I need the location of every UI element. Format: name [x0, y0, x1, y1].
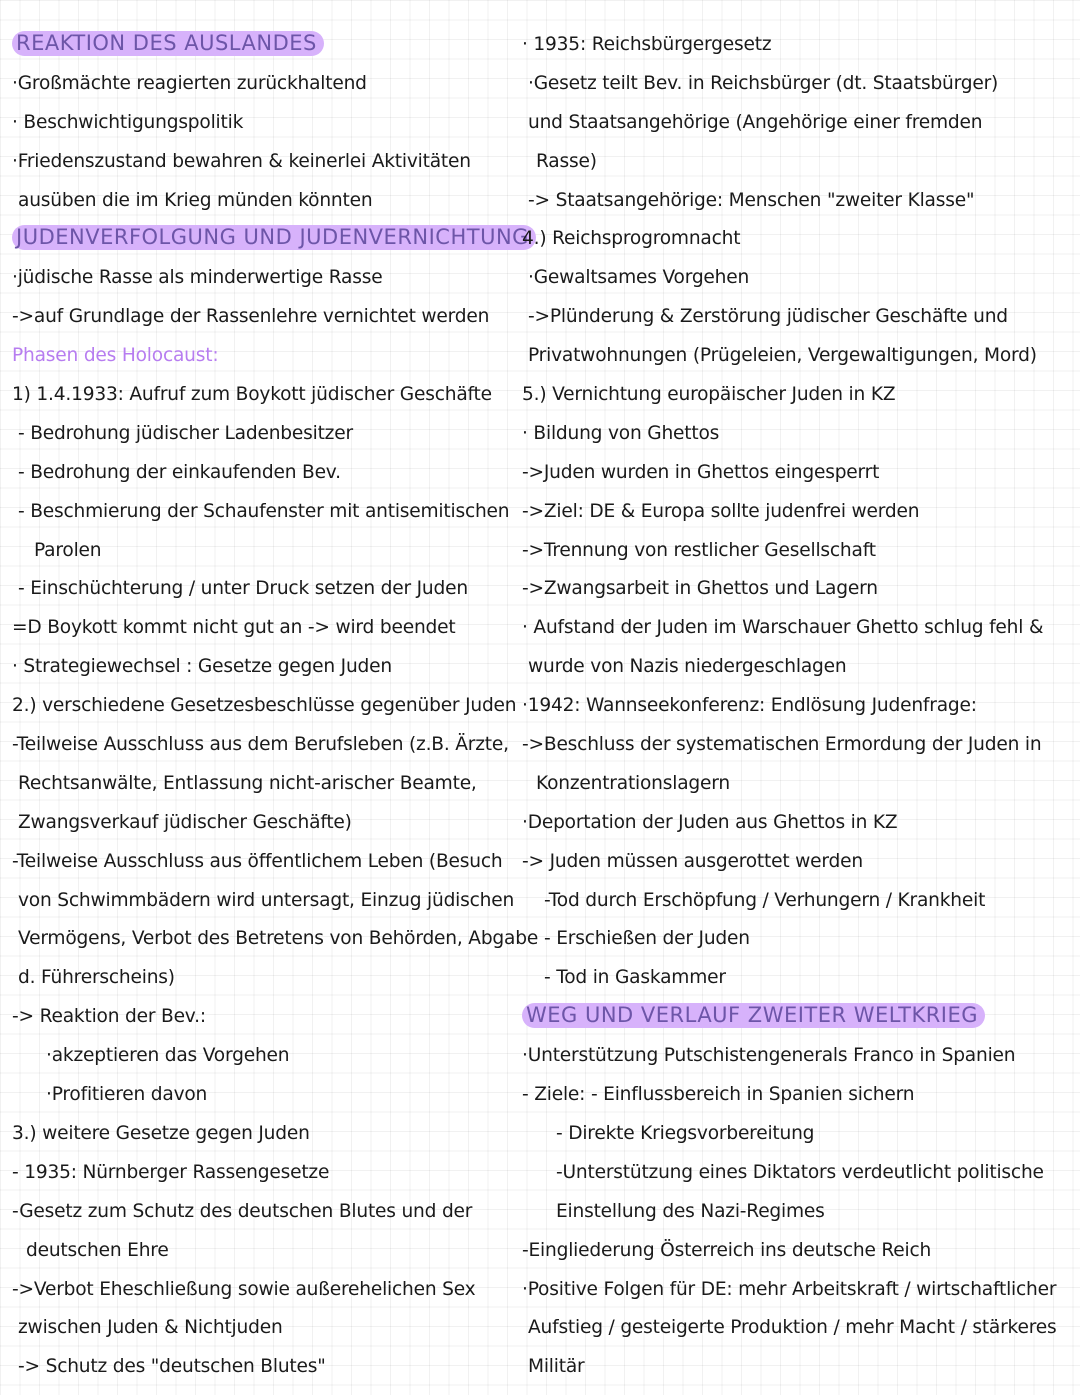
note-line	[522, 843, 1074, 882]
note-text: d. Führerscheins)	[18, 967, 175, 989]
note-text: -Gesetz zum Schutz des deutschen Blutes und der	[12, 1200, 473, 1222]
section-heading-text: REAKTION DES AUSLANDES	[12, 31, 324, 56]
note-text: ausüben die im Krieg münden könnten	[18, 189, 373, 211]
note-text: ->Zwangsarbeit in Ghettos und Lagern	[522, 578, 878, 600]
note-line	[522, 337, 1074, 376]
note-line	[522, 143, 1074, 182]
subheading-text: Phasen des Holocaust:	[12, 345, 219, 367]
note-line	[522, 1232, 1074, 1271]
note-text: ->Trennung von restlicher Gesellschaft	[522, 539, 876, 561]
note-line	[12, 843, 524, 882]
note-line	[12, 1154, 524, 1193]
note-line	[12, 1232, 524, 1271]
note-line	[12, 765, 524, 804]
note-text: - Tod in Gaskammer	[544, 967, 726, 989]
note-line	[12, 1037, 524, 1076]
note-line	[522, 182, 1074, 221]
note-text: -Teilweise Ausschluss aus öffentlichem Leben (Besuch	[12, 850, 503, 872]
note-text: ·Unterstützung Putschistengenerals Franco in Spanien	[522, 1045, 1016, 1067]
note-line	[12, 1076, 524, 1115]
note-line	[12, 1193, 524, 1232]
note-text: ·Gewaltsames Vorgehen	[528, 267, 750, 289]
note-text: deutschen Ehre	[26, 1239, 169, 1261]
note-text: ·jüdische Rasse als minderwertige Rasse	[12, 267, 383, 289]
note-text: -Tod durch Erschöpfung / Verhungern / Krankheit	[544, 889, 986, 911]
note-line	[522, 882, 1074, 921]
left-notes-column	[12, 26, 539, 1387]
note-line	[522, 1309, 1074, 1348]
note-text: -> Reaktion der Bev.:	[12, 1006, 206, 1028]
note-text: · 1935: Reichsbürgergesetz	[522, 34, 772, 55]
section-heading	[12, 26, 524, 65]
note-line	[522, 26, 1074, 65]
note-line	[522, 1193, 1074, 1232]
note-line	[522, 220, 1074, 259]
note-line	[522, 259, 1074, 298]
note-line	[522, 493, 1074, 532]
note-text: ->Juden wurden in Ghettos eingesperrt	[522, 461, 880, 483]
note-line	[522, 104, 1074, 143]
note-line	[522, 376, 1074, 415]
note-text: - Bedrohung jüdischer Ladenbesitzer	[18, 422, 353, 444]
note-line	[12, 65, 524, 104]
note-text: -Unterstützung eines Diktators verdeutlicht politische	[556, 1161, 1044, 1183]
note-text: ·1942: Wannseekonferenz: Endlösung Judenfrage:	[522, 695, 977, 717]
note-text: Aufstieg / gesteigerte Produktion / mehr Macht / stärkeres	[528, 1317, 1057, 1339]
note-line	[522, 726, 1074, 765]
note-line	[522, 1154, 1074, 1193]
note-line	[12, 687, 524, 726]
section-heading-text: WEG UND VERLAUF ZWEITER WELTKRIEG	[522, 1003, 985, 1028]
note-line	[522, 804, 1074, 843]
note-line	[522, 415, 1074, 454]
note-line	[12, 298, 524, 337]
note-text: ·Profitieren davon	[46, 1084, 208, 1106]
note-text: zwischen Juden & Nichtjuden	[18, 1317, 283, 1339]
note-line	[12, 920, 539, 959]
note-line	[522, 648, 1074, 687]
note-text: ·Großmächte reagierten zurückhaltend	[12, 72, 367, 94]
note-text: =D Boykott kommt nicht gut an -> wird beendet	[12, 617, 456, 639]
note-text: ·akzeptieren das Vorgehen	[46, 1045, 290, 1067]
note-text: -Teilweise Ausschluss aus dem Berufsleben (z.B. Ärzte,	[12, 734, 509, 756]
note-text: -> Juden müssen ausgerottet werden	[522, 850, 863, 872]
note-line	[522, 65, 1074, 104]
note-line	[12, 882, 524, 921]
section-heading	[522, 998, 1074, 1037]
note-text: ·Gesetz teilt Bev. in Reichsbürger (dt. Staatsbürger)	[528, 72, 999, 94]
right-notes-column	[522, 26, 1074, 1387]
note-line	[12, 609, 524, 648]
note-line	[12, 959, 524, 998]
note-text: · Aufstand der Juden im Warschauer Ghetto schlug fehl &	[522, 617, 1044, 639]
note-text: Privatwohnungen (Prügeleien, Vergewaltigungen, Mord)	[528, 345, 1037, 367]
note-line	[12, 1348, 524, 1387]
note-text: Rechtsanwälte, Entlassung nicht-arischer Beamte,	[18, 772, 477, 794]
note-text: ·Friedenszustand bewahren & keinerlei Aktivitäten	[12, 150, 471, 172]
note-line	[12, 104, 524, 143]
note-text: · Beschwichtigungspolitik	[12, 111, 244, 133]
note-line	[12, 182, 524, 221]
note-line	[12, 1115, 524, 1154]
note-text: 1) 1.4.1933: Aufruf zum Boykott jüdischer Geschäfte	[12, 384, 492, 406]
note-line	[12, 532, 524, 571]
note-text: 3.) weitere Gesetze gegen Juden	[12, 1122, 310, 1144]
note-text: - 1935: Nürnberger Rassengesetze	[12, 1161, 330, 1183]
note-line	[522, 920, 1074, 959]
note-text: 2.) verschiedene Gesetzesbeschlüsse gegenüber Juden	[12, 695, 517, 717]
note-text: - Ziele: - Einflussbereich in Spanien sichern	[522, 1084, 915, 1106]
note-text: und Staatsangehörige (Angehörige einer fremden	[528, 111, 983, 133]
note-line	[12, 415, 524, 454]
note-text: Militär	[528, 1356, 585, 1378]
note-line	[12, 726, 524, 765]
note-line	[12, 1271, 524, 1310]
note-text: ·Positive Folgen für DE: mehr Arbeitskraft / wirtschaftlicher	[522, 1278, 1057, 1300]
note-text: Einstellung des Nazi-Regimes	[556, 1200, 825, 1222]
note-text: - Beschmierung der Schaufenster mit antisemitischen	[18, 500, 510, 522]
note-text: -Eingliederung Österreich ins deutsche Reich	[522, 1239, 932, 1261]
note-text: - Einschüchterung / unter Druck setzen der Juden	[18, 578, 468, 600]
note-text: Parolen	[34, 539, 102, 561]
note-text: · Bildung von Ghettos	[522, 422, 720, 444]
note-line	[522, 1348, 1074, 1387]
note-text: ->Verbot Eheschließung sowie außerehelichen Sex	[12, 1278, 476, 1300]
note-line	[12, 376, 524, 415]
note-line	[522, 532, 1074, 571]
note-line	[12, 259, 524, 298]
note-text: Konzentrationslagern	[536, 772, 730, 794]
section-heading	[12, 220, 529, 259]
note-line	[522, 570, 1074, 609]
note-text: ->Plünderung & Zerstörung jüdischer Geschäfte und	[528, 306, 1008, 328]
note-line	[522, 298, 1074, 337]
note-line	[522, 765, 1074, 804]
note-text: Vermögens, Verbot des Betretens von Behörden, Abgabe	[18, 928, 539, 950]
note-text: von Schwimmbädern wird untersagt, Einzug jüdischen	[18, 889, 515, 911]
note-text: ->auf Grundlage der Rassenlehre vernichtet werden	[12, 306, 490, 328]
note-line	[12, 648, 524, 687]
note-text: - Direkte Kriegsvorbereitung	[556, 1122, 815, 1144]
note-line	[522, 687, 1074, 726]
note-text: ->Ziel: DE & Europa sollte judenfrei werden	[522, 500, 920, 522]
note-line	[522, 1076, 1074, 1115]
note-text: ·Deportation der Juden aus Ghettos in KZ	[522, 811, 898, 833]
note-text: ->Beschluss der systematischen Ermordung der Juden in	[522, 734, 1042, 756]
section-heading-text: JUDENVERFOLGUNG UND JUDENVERNICHTUNG	[12, 225, 536, 250]
note-line	[12, 998, 524, 1037]
note-text: 4.) Reichsprogromnacht	[522, 228, 741, 250]
note-text: -> Staatsangehörige: Menschen "zweiter Klasse"	[528, 189, 975, 211]
note-text: wurde von Nazis niedergeschlagen	[528, 656, 847, 678]
note-text: - Bedrohung der einkaufenden Bev.	[18, 461, 341, 483]
note-line	[12, 1309, 524, 1348]
note-text: - Erschießen der Juden	[544, 928, 750, 950]
note-line	[12, 570, 524, 609]
note-text: · Strategiewechsel : Gesetze gegen Juden	[12, 656, 392, 678]
note-line	[12, 454, 524, 493]
note-line	[522, 609, 1074, 648]
subheading	[12, 337, 524, 376]
note-line	[522, 1115, 1074, 1154]
note-line	[12, 143, 524, 182]
note-text: Zwangsverkauf jüdischer Geschäfte)	[18, 811, 352, 833]
note-line	[522, 1037, 1074, 1076]
note-line	[522, 1271, 1074, 1310]
note-line	[12, 493, 524, 532]
note-text: Rasse)	[536, 150, 597, 172]
note-line	[12, 804, 524, 843]
note-line	[522, 454, 1074, 493]
note-text: -> Schutz des "deutschen Blutes"	[18, 1356, 326, 1378]
note-text: 5.) Vernichtung europäischer Juden in KZ	[522, 384, 896, 406]
note-line	[522, 959, 1074, 998]
